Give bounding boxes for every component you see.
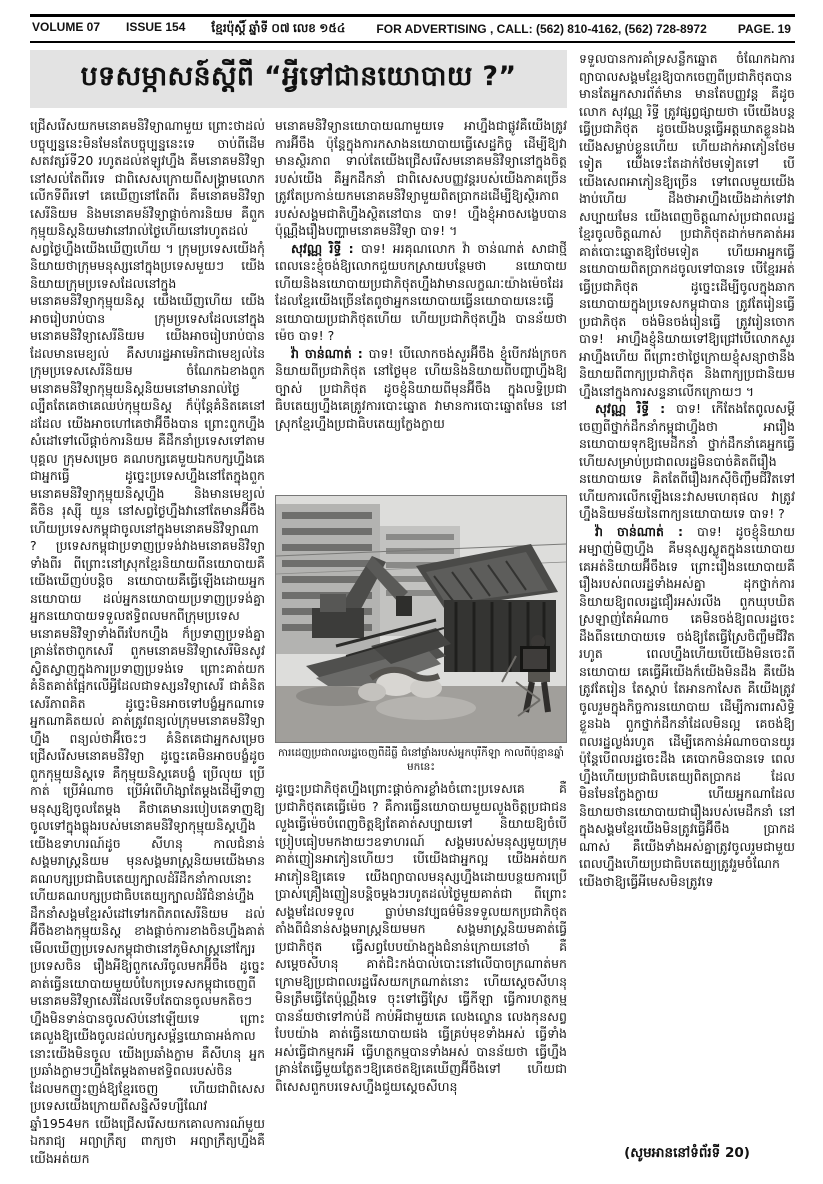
volume-label: VOLUME 07	[32, 20, 101, 34]
photo-caption: ការដេញប្រជាពលរដ្ឋចេញពីដីធ្លី ជំនៅផ្ទាំងរបស់អ្នកបុរីកីឡា កាលពីប៉ុន្មានឆ្នាំមកនេះ	[278, 747, 564, 773]
text-column-middle	[275, 117, 567, 1178]
text-column-right	[579, 50, 795, 1178]
article-figure	[275, 495, 567, 780]
demolition-photo	[275, 495, 567, 743]
speaker-name: វ៉ា ចាន់ណាត់ :	[595, 523, 697, 539]
speaker-name: សុវណ្ណ រិទ្ធី :	[595, 401, 677, 416]
page-number: PAGE. 19	[737, 22, 791, 36]
speaker-name: សុវណ្ណ រិទ្ធី :	[291, 240, 361, 256]
khmer-masthead: ខ្មែរប៉ុស្ដិ៍ ឆ្នាំទី ០៧ លេខ ១៥៤	[211, 21, 346, 35]
issue-label: ISSUE 154	[126, 20, 186, 34]
headline-box	[30, 50, 567, 108]
advertising-contact: FOR ADVERTISING , CALL: (562) 810-4162, (562) 728-8972	[376, 22, 707, 36]
middle-column-top-text	[275, 117, 567, 489]
body-paragraph: វ៉ា ចាន់ណាត់ : បាទ! ដូចខ្ញុំនិយាយអម្បាញ់មិញហ្នឹង គឺមនុស្សស្លូតក្នុងនយោបាយគេអត់និយាយអ៊ីចឹងទេ ព្រោះរឿងនយោបាយគឺរឿងរបស់ពលរដ្ឋទាំងអស់គ្នា ដុកថ្នាក់ការនិយាយឱ្យពលរដ្ឋជឿរអស់រលីង ពួកឃុបឃិតស្រឡាញ់តែអំណាច គេមិនចង់ឱ្យពលរដ្ឋចេះដឹងពីនយោបាយទេ ចង់ឱ្យតែធ្វើស្រែចិញ្ចឹមជីវិតរហូត ពេលហ្នឹងហើយបើយើងមិនចេះពីនយោបាយ គេធ្វើអីយើងក៏យើងមិនដឹង គឺយើងត្រូវតែរៀន តែស្ដាប់ តែអានកាសែត គឺយើងត្រូវចូលរួមក្នុងកិច្ចការនយោបាយ ដើម្បីការពារសិទ្ធិខ្លួនឯង ពួកថ្នាក់ដឹកនាំដែលមិនល្អ គេចង់ឱ្យពលរដ្ឋល្ងង់រហូត ដើម្បីគេកាន់អំណាចបានយូរ ប៉ុន្តែបើពលរដ្ឋចេះដឹង គេបោកមិនបានទេ ពេលហ្នឹងហើយប្រជាធិបតេយ្យពិតប្រាកដ ដែលមិនមែនក្លែងក្លាយ ហើយអ្នកណាដែលនិយាយថានយោបាយជារឿងរបស់មេដឹកនាំ នៅក្នុងសង្គមខ្មែរយើងមិនត្រូវធ្វើអ៊ីចឹង ប្រាកដណាស់ គឺយើងទាំងអស់គ្នាត្រូវចូលរួមជាមួយ ពេលហ្នឹងហើយប្រជាធិបតេយ្យត្រូវរួមចំណែក យើងថាឱ្យធ្វើអីមេសមិនត្រូវទេ	[579, 523, 795, 889]
body-paragraph: សុវណ្ណ រិទ្ធី : បាទ! អរគុណលោក វ៉ា ចាន់ណាត់ សាជាថ្មី ពេលនេះខ្ញុំចង់ឱ្យលោកជួយបកស្រាយបន្ថែមថា នយោបាយ ហើយនិងនយោបាយប្រជាភិថុតហ្នឹងវាមានលក្ខណៈយ៉ាងម៉េចដែរ ដែលខ្មែរយើងច្រើនតែពូថាអ្នកនយោបាយធ្វើនយោបាយនេះធ្វើនយោបាយប្រជាភិថុតហើយ ហើយប្រជាភិថុតហ្នឹង បានន័យថាម៉េច បាទ! ?	[275, 240, 567, 343]
body-paragraph: សុវណ្ណ រិទ្ធី : បាទ! កើតែងតែពូលសម្ដីចេញពីថ្នាក់ដឹកនាំកម្ពុជាហ្នឹងថា អារឿងនយោបាយទុកឱ្យមេដឹកនាំ ថ្នាក់ដឹកនាំគេអ្នកធ្វើ ហើយសម្រាប់ប្រជាពលរដ្ឋមិនបាច់គិតពីរឿងនយោបាយទេ គិតតែពីរឿងរកស៊ីចិញ្ចឹមជីវិតទៅ ហើយការលើកឡើងនេះវាសមហេតុផល វាត្រូវហ្នឹងនិយមន័យនៃពាក្យនយោបាយទេ បាទ! ?	[579, 401, 795, 521]
body-paragraph: ទទួលបានការគាំទ្រសន្លឹកឆ្នោត ចំណែកឯការព្យាបាលសង្គមខ្មែរឱ្យបាកចេញពីប្រជាភិថុតបាន មានតែអ្នកសារព័ត៌មាន មានតែបញ្ញវន្ត គឺដូចលោក សុវណ្ណ រិទ្ធី ត្រូវផ្សព្វផ្សាយថា បើយើងបន្តធ្វើប្រជាភិថុត ដូចយើងបន្តធ្វើអត្តឃាតខ្លួនឯង យើងសម្លាប់ខ្លួនហើយ ហើយដាក់អាភៀនថែមទៀត យើងទេះតែដាក់ថែមទៀតទៅ បើយើងសេពអាភៀនឱ្យច្រើន ទៅពេលមួយយើងងាប់ហើយ ដឹងថាអាហ្នឹងយើងដាក់ទៅវាសប្បាយមែន យើងពេញចិត្តណាស់ប្រជាពលរដ្ឋខ្មែរចូលចិត្តណាស់ ប្រជាភិថុតដាក់មកគាត់អរ គាត់បោះឆ្នោតឱ្យថែមទៀត ហើយអាអ្នកធ្វើនយោបាយពិតប្រាកដចូលទៅបានទេ បើខ្មែរអត់ធ្វើប្រជាភិថុត ដូច្នេះដើម្បីចូលក្នុងឆាកនយោបាយក្នុងប្រទេសកម្ពុជាបាន ត្រូវតែរៀនធ្វើប្រជាភិថុត ចង់មិនចង់រៀនធ្វើ ត្រូវរៀនចោក បាទ! អាហ្នឹងខ្ញុំនិយាយទៅឱ្យជ្រៅបើលោកសួរអាហ្នឹងហើយ ពីព្រោះថាថ្ងៃក្រោយខ្ញុំសន្យាថានឹងនិយាយពីពាក្យប្រជាភិថុត និងពាក្យប្រជានិយមហ្នឹងនៅក្នុងការសន្ទនាលើកក្រោយៗ ។	[579, 51, 795, 399]
body-paragraph: មនោគមនិវិទ្យានយោបាយណាមួយទេ អាហ្នឹងជាផ្លូវគឺយើងត្រូវការអ៊ីចឹង ប៉ុន្តែក្នុងការកសាងនយោបាយធ្វើសេដ្ឋកិច្ច ដើម្បីឱ្យវាមានស្ថិរភាព ទាល់តែយើងជ្រើសរើសមនោគមនិវិទ្យានៅក្នុងចិត្តរបស់យើង គឺអ្នកដឹកនាំ ជាពិសេសបញ្ញវន្តរបស់យើងភាគច្រើនត្រូវតែប្រកាន់យកមនោគមនិវិទ្យាមួយពិតប្រាកដដើម្បីឱ្យស្ថិរភាពរបស់សង្គមជាតិហ្នឹងស្ថិតនៅបាន បាទ! ហ្នឹងខ្ញុំអាចសង្ខេបបានប៉ុណ្ណឹងរឿងបញ្ហាមនោគមនិវិទ្យា បាទ! ។	[275, 118, 567, 238]
masthead	[30, 14, 795, 43]
body-paragraph: ជ្រើសរើសយកមនោគមនិវិទ្យាណាមួយ ព្រោះថាដល់បច្ចុប្បន្ននេះមិនមែនតែបច្ចុប្បន្ននេះទេ ចាប់ពីដើមសតវត្សរ៍ទី20 រហូតដល់ឥឡូវហ្នឹង គឺមនោគមនិវិទ្យានៅសល់តែពីរទេ ជាពិសេសក្រោយពីសង្គ្រាមលោកលើកទីពីរទៅ គេឃើញនៅតែពីរ គឺមនោគមនិវិទ្យាសេរីនិយម និងមនោគមន៍វិទ្យាផ្ដាច់ការនិយម គឺពួកកុម្មុយនិស្តនិយមវានៅរាល់ថ្ងៃហើយនៅរហូតដល់សព្វថ្ងៃហ្នឹងយើងឃើញហើយ ។ ក្រុមប្រទេសយើងកុំនិយាយថាក្រុមមនុស្សនៅក្នុងប្រទេសមួយៗ យើងនិយាយក្រុមប្រទេសដែលនៅក្នុងមនោគមនិវិទ្យាកុម្មុយនិស្ត យើងឃើញហើយ យើងអាចរៀបរាប់បាន ក្រុមប្រទេសដែលនៅក្នុងមនោគមនិវិទ្យាសេរីនិយម យើងអាចរៀបរាប់បាន ដែលមានមេខ្យល់ គឺសហរដ្ឋអាមេរិកជាមេខ្យល់នៃក្រុមប្រទេសសេរីនិយម ចំណែកឯខាងពួកមនោគមនិវិទ្យាកុម្មុយនិស្តនិយមនៅមានរាល់ថ្ងៃ ល្បឹតតែគេថាគេឈប់កុម្មុយនិស្ត ក៏ប៉ុន្តែគំនិតគេនៅដដែល យើងអាចហៅគេថាអ៊ីចឹងបាន ព្រោះពួកហ្នឹងសំដៅទៅលើផ្ដាច់ការនិយម គឺដឹកនាំប្រទេសទៅតាមបុគ្គល ក្រុមសម្រេច គណបក្សគេមួយឯកបក្សហ្នឹងគេជាអ្នកធ្វើ ដូច្នេះប្រទេសហ្នឹងនៅតែក្នុងពួកមនោគមនិវិទ្យាកុម្មុយនិស្តហ្នឹង និងមានមេខ្យល់ គឺចិន រុស្ស៊ី យួន នៅសព្វថ្ងៃហ្នឹងវានៅតែមានអ៊ីចឹង ហើយប្រទេសកម្ពុជាចូលនៅក្នុងមនោគមនិវិទ្យាណា ? ប្រទេសកម្ពុជាប្រទាញប្រទង់វាងមនោគមនិវិទ្យាទាំងពីរ ពីព្រោះនៅស្រុកខ្មែរនិយាយពីនយោបាយគឺយើងឃើញប់បន្តិច នយោបាយគឺធ្វើឡើងដោយអ្នកនយោបាយ ដល់អ្នកនយោបាយប្រទាញប្រទង់គ្នា អ្នកនយោបាយទទួលឥទ្ធិពលមកពីក្រុមប្រទេសមនោគមនិវិទ្យាទាំងពីរបែកហ្នឹង ក៏ប្រទាញប្រទង់គ្នា គ្រាន់តែថាពួកសេរី ពួកមនោគមនិវិទ្យាសេរីមិនសូវស្វិតស្វាញក្នុងការប្រទាញប្រទង់ទេ ព្រោះគាត់យកគំនិតគាត់ផ្អែកលើអ្វីដែលជាទស្សនវិទ្យាសេរី ជាគំនិតសេរីភាពគិត ដូច្នេះមិនអាចទៅបង្ខំអ្នកណាទេ អ្នកណាគិតយល់ គាត់ត្រូវពន្យល់ក្រុមមនោគមនិវិទ្យាហ្នឹង ពន្យល់ថាអ៊ីចេះៗ គំនិតគេជាអ្នកសម្រេចជ្រើសរើសមនោគមនិវិទ្យា ដូច្នេះគេមិនអាចបង្ខំដូចពួកកុម្មុយនិស្តទេ គឺកុម្មុយនិស្តគេបង្ខំ ប្រើលុយ ប្រើកាត់ ប្រើអំណាច ប្រើអំពើហិង្សាតែម្ដងដើម្បីទាញមនុស្សឱ្យចូលតែម្ដង គឺថាគេមានរបៀបគេទាញឱ្យចូលទៅក្នុងធ្លុងរបស់មនោគមនិវិទ្យាកុម្មុយនិស្តហ្នឹង យើងឧទាហរណ៍ដូច សីហនុ កាលជំនាន់សង្គមរាស្ត្រនិយម មុនសង្គមរាស្ត្រនិយមយើងមានគណបក្សប្រជាធិបតេយ្យក្បាលដំរីដឹកនាំកាលនោះ ហើយគណបក្សប្រជាធិបតេយ្យក្បាលដំរីជំនាន់ហ្នឹងដឹកនាំសង្គមខ្មែរសំដៅទៅរកពិភពសេរីនិយម ដល់អ៊ីចឹងខាងកុម្មុយនិស្ត ខាងផ្ដាច់ការខាងចិនហ្នឹងគាត់មើលឃើញប្រទេសកម្ពុជាថានៅភូមិសាស្ត្រនៅក្បែរប្រទេសចិន រឿងអីឱ្យពួកសេរីចូលមកអ៊ីចឹង ដូច្នេះគាត់ធ្វើនយោបាយមួយបំបែកប្រទេសកម្ពុជាចេញពីមនោគមនិវិទ្យាសេរីដែលទើបតែបានចូលមកតិចៗហ្នឹងមិនទាន់បានចូលស៊ប់នៅឡើយទេ ព្រោះគេលួងឱ្យយើងចូលដល់បក្សសម្ព័ន្ធយោធាអង់កាលនោះយើងមិនចូល យើងប្រឆាំងក្លាម គឺសីហនុ អ្នកប្រឆាំងក្លាមៗហ្នឹងតែម្ដងតាមឥទ្ធិពលរបស់ចិនដែលមកញុះញង់ឱ្យខ្មែរចេញ ហើយជាពិសេសប្រទេសយើងក្រោយពីសន្និសីទហ្សឺណែវ ឆ្នាំ1954មក យើងជ្រើសរើសយកគោលការណ៍មួយឯករាជ្យ អព្យាក្រឹត្យ ពាក្យថា អព្យាក្រឹត្យហ្នឹងគឺយើងអត់យក	[30, 118, 265, 1166]
text-column-left	[30, 117, 265, 1178]
article-headline: បទសម្ភាសន៍ស្ដីពី “អ្វីទៅជានយោបាយ ?”	[80, 60, 517, 92]
speaker-name: វ៉ា ចាន់ណាត់ :	[291, 345, 369, 361]
body-paragraph: ដូច្នេះប្រជាភិថុតហ្នឹងព្រោះផ្ដាច់ការខ្លាំងចំពោះប្រទេសគេ គឺប្រជាភិថុតគេធ្វើម៉េច ? គឺការធ្វើនយោបាយមួយលួងចិត្តប្រជាជន លួងធ្វើម៉េចបំពេញចិត្តឱ្យតែគាត់សប្បាយទៅ និយាយឱ្យចំបើប្រៀបធៀបមកងាយៗឧទាហរណ៍ សង្គមរបស់មនុស្សមួយក្រុមគាត់ញៀនអាភៀនហើយៗ បើយើងជាអ្នកល្អ យើងអត់យកអាភៀនឱ្យគេទេ យើងព្យាបាលមនុស្សហ្នឹងដោយបន្ថយការប្រើប្រាស់គ្រឿងញៀនបន្តិចម្ដងៗរហូតដល់ថ្ងៃមួយគាត់ជា ពីព្រោះសង្គមដែលទទួល ធ្លាប់មានវប្បធម៌មិនទទួលយកប្រជាភិថុត តាំងពីជំនាន់សង្គមរាស្ត្រនិយមមក សង្គមរាស្ត្រនិយមគាត់ធ្វើប្រជាភិថុត ធ្វើសព្វបែបយ៉ាងក្នុងជំនាន់ក្រោយនៅចាំ គឺសម្ដេចសីហនុ គាត់ជិះកង់បាល់បោះនៅលើបាចក្រណាត់មកក្រោមឱ្យប្រជាពលរដ្ឋរើសយកក្រណាត់នោះ ហើយស្ដេចសីហនុ មិនត្រឹមធ្វើតែប៉ុណ្ណឹងទេ ចុះទៅធ្វើស្រែ ធ្វើកីឡា ធ្វើការហត្ថកម្ម បានន័យថាទៅកាប់ដី កាប់អីជាមួយគេ លេងល្ខោន លេងកុនសព្វបែបយ៉ាង គាត់ធ្វើនយោបាយផង ធ្វើគ្រប់មុខទាំងអស់ ធ្វើទាំងអស់ធ្វើជាកម្មករអី ធ្វើហត្ថកម្មបានទាំងអស់ បានន័យថា ធ្វើហ្នឹងគ្រាន់តែធ្វើមួយភ្លែតៗឱ្យគេថតឱ្យគេឃើញអ៊ីចឹងទៅ ហើយជាពិសេសពួកបរទេសហ្នឹងជួយស្ដេចសីហនុ	[275, 781, 567, 1094]
middle-column-bottom-text	[275, 780, 567, 1178]
right-column-text	[579, 50, 795, 1140]
body-paragraph: វ៉ា ចាន់ណាត់ : បាទ! បើលោកចង់សួរអ៊ីចឹង ខ្ញុំបើកវង់ក្រចកនិយាយពីប្រជាភិថុត នៅថ្ងៃមុខ ហើយនិងនិយាយពីបញ្ហាហ្នឹងឱ្យច្បាស់ ប្រជាភិថុត ដូចខ្ញុំនិយាយពីមុនអ៊ីចឹង ក្នុងលទ្ធិប្រជាធិបតេយ្យហ្នឹងគេត្រូវការបោះឆ្នោត វាមានការបោះឆ្នោតមែន នៅស្រុកខ្មែរហ្នឹងប្រជាធិបតេយ្យក្លែងក្លាយ	[275, 345, 567, 431]
continued-on-page-20: (សូមអាននៅទំព័រទី 20)	[624, 1145, 750, 1161]
